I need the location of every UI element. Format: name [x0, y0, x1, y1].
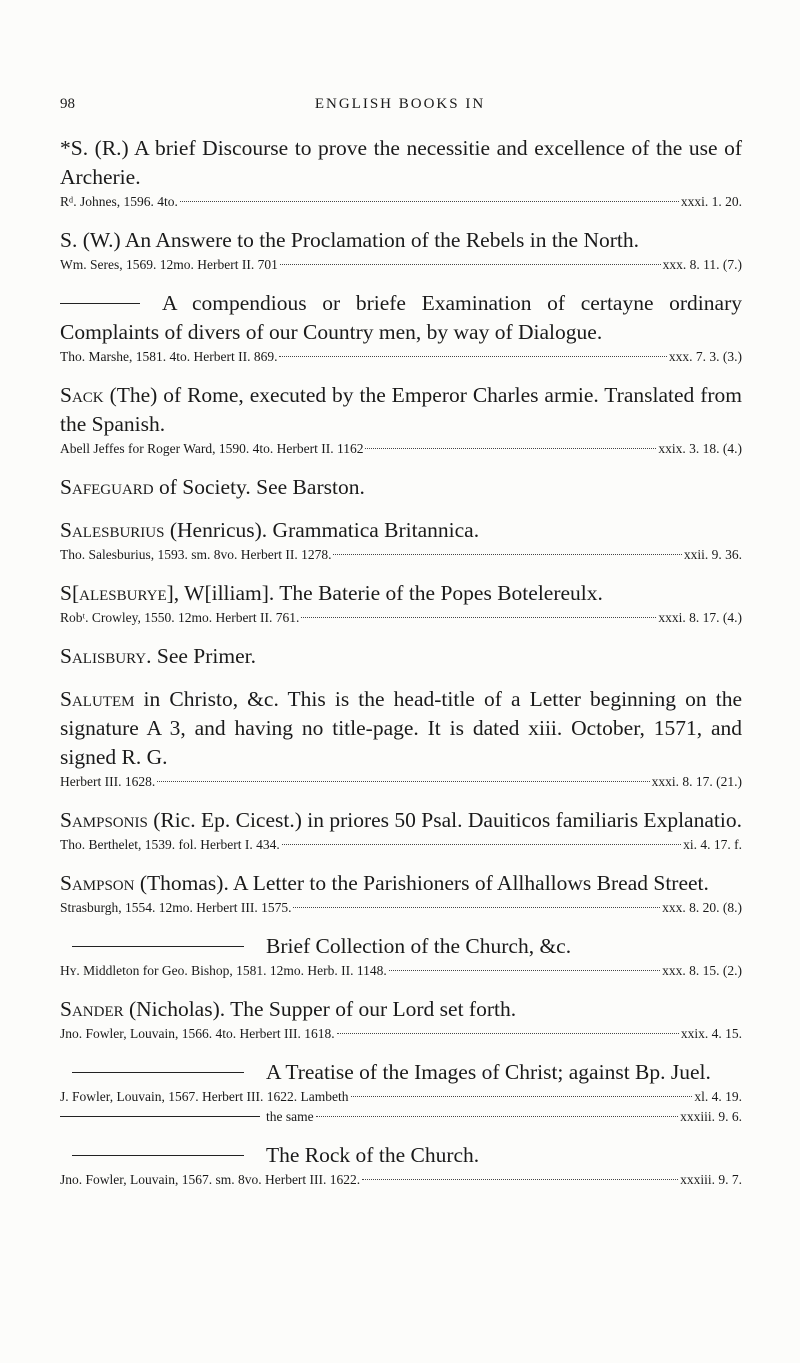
ditto-rule	[60, 1116, 260, 1117]
entry-heading: Sampsonis	[60, 808, 148, 832]
entry-title-text: (Ric. Ep. Cicest.) in priores 50 Psal. Dauiticos familiaris Explanatio.	[147, 808, 742, 832]
leader-dots	[279, 356, 666, 357]
shelf-reference: xxxi. 1. 20.	[680, 194, 742, 209]
imprint-text: Rᵈ. Johnes, 1596. 4to.	[60, 194, 178, 209]
imprint-text: Jno. Fowler, Louvain, 1566. 4to. Herbert III. 1618.	[60, 1026, 335, 1041]
entry-imprint	[60, 772, 742, 792]
entry-imprint	[60, 961, 742, 981]
leader-dots	[293, 907, 660, 908]
entry-title-text: , W[illiam]. The Baterie of the Popes Botelereulx.	[173, 581, 603, 605]
shelf-reference: xxxiii. 9. 6.	[680, 1109, 742, 1124]
shelf-reference: xxix. 4. 15.	[680, 1026, 742, 1041]
imprint-text: Tho. Berthelet, 1539. fol. Herbert I. 434.	[60, 837, 280, 852]
entry-title	[60, 995, 742, 1024]
page-number: 98	[60, 96, 75, 112]
entry	[60, 642, 742, 671]
ditto-rule	[72, 946, 244, 947]
imprint-text: Herbert III. 1628.	[60, 774, 156, 789]
entry-title	[60, 806, 742, 835]
entry-heading: Salutem	[60, 687, 135, 711]
entry-title-text: in Christo, &c. This is the head-title of a Letter beginning on the signature A 3, and having no title-page. It is dated xiii. October, 1571, and signed R. G.	[60, 687, 742, 769]
entry-imprint	[60, 1107, 742, 1127]
entry	[60, 516, 742, 565]
shelf-reference: xxxi. 8. 17. (21.)	[651, 774, 742, 789]
shelf-reference: xxxi. 8. 17. (4.)	[658, 610, 742, 625]
imprint-text: the same	[266, 1109, 314, 1124]
entry-title-text: of Society. See Barston.	[153, 475, 365, 499]
leader-dots	[365, 448, 656, 449]
entry	[60, 1141, 742, 1190]
ditto-rule	[72, 1155, 244, 1156]
entry-title	[60, 642, 742, 671]
entry	[60, 1058, 742, 1127]
entry-imprint	[60, 608, 742, 628]
entry-heading: Sack	[60, 383, 104, 407]
entry-title	[60, 289, 742, 347]
entry-heading: Safeguard	[60, 475, 154, 499]
entry	[60, 995, 742, 1044]
shelf-reference: xxx. 8. 11. (7.)	[662, 257, 742, 272]
leader-dots	[337, 1033, 679, 1034]
entry	[60, 806, 742, 855]
entry-imprint	[60, 347, 742, 367]
imprint-text: Tho. Marshe, 1581. 4to. Herbert II. 869.	[60, 349, 278, 364]
entry-title	[60, 1141, 742, 1170]
entry-title-text: (The) of Rome, executed by the Emperor Charles armie. Translated from the Spanish.	[60, 383, 742, 436]
entry-heading: S[alesburye]	[60, 581, 174, 605]
imprint-text: Abell Jeffes for Roger Ward, 1590. 4to. Herbert II. 1162	[60, 441, 364, 456]
entry-imprint	[60, 192, 742, 212]
entry-heading: Sander	[60, 997, 124, 1021]
leader-dots	[333, 554, 681, 555]
shelf-reference: xxxiii. 9. 7.	[680, 1172, 742, 1187]
shelf-reference: xxx. 8. 20. (8.)	[662, 900, 742, 915]
entry-heading: Salesburius	[60, 518, 165, 542]
shelf-reference: xi. 4. 17. f.	[683, 837, 742, 852]
entry	[60, 226, 742, 275]
entry-title	[60, 869, 742, 898]
entry	[60, 473, 742, 502]
entry-title-text: (Thomas). A Letter to the Parishioners of Allhallows Bread Street.	[134, 871, 709, 895]
entry-imprint	[60, 1170, 742, 1190]
entry-title-text: A Treatise of the Images of Christ; against Bp. Juel.	[266, 1060, 711, 1084]
leader-dots	[280, 264, 661, 265]
entry-imprint	[60, 898, 742, 918]
imprint-text: Tho. Salesburius, 1593. sm. 8vo. Herbert II. 1278.	[60, 547, 332, 562]
imprint-text: Jno. Fowler, Louvain, 1567. sm. 8vo. Herbert III. 1622.	[60, 1172, 361, 1187]
entry-title: *S. (R.) A brief Discourse to prove the necessitie and excellence of the use of Archerie.	[60, 136, 742, 189]
imprint-text: Robᵗ. Crowley, 1550. 12mo. Herbert II. 761.	[60, 610, 300, 625]
entry-imprint	[60, 1024, 742, 1044]
shelf-reference: xxx. 7. 3. (3.)	[668, 349, 742, 364]
entry-title	[60, 579, 742, 608]
shelf-reference: xxx. 8. 15. (2.)	[662, 963, 742, 978]
entry-heading: Sampson	[60, 871, 135, 895]
leader-dots	[157, 781, 649, 782]
running-head: ENGLISH BOOKS IN	[314, 96, 486, 112]
ditto-rule	[72, 1072, 244, 1073]
leader-dots	[389, 970, 660, 971]
entry-title-text: (Henricus). Grammatica Britannica.	[164, 518, 480, 542]
entry-title	[60, 685, 742, 772]
entry-imprint	[60, 835, 742, 855]
entry	[60, 685, 742, 792]
entry-title-text: . See Primer.	[146, 644, 257, 668]
entry	[60, 381, 742, 459]
entry	[60, 579, 742, 628]
entry-imprint	[60, 439, 742, 459]
entry-title	[60, 516, 742, 545]
entry-imprint	[60, 545, 742, 565]
leader-dots	[316, 1116, 679, 1117]
entry-title-text: A compendious or briefe Examination of certayne ordinary Complaints of divers of our Country men, by way of Dialogue.	[60, 291, 742, 344]
catalogue-entries	[60, 134, 742, 1204]
shelf-reference: xxii. 9. 36.	[683, 547, 742, 562]
imprint-text: Wm. Seres, 1569. 12mo. Herbert II. 701	[60, 257, 278, 272]
entry-title-text: Brief Collection of the Church, &c.	[266, 934, 572, 958]
leader-dots	[301, 617, 656, 618]
entry-title	[60, 473, 742, 502]
leader-dots	[180, 201, 679, 202]
page-header	[0, 96, 800, 118]
imprint-text: J. Fowler, Louvain, 1567. Herbert III. 1622. Lambeth	[60, 1089, 349, 1104]
entry-title: S. (W.) An Answere to the Proclamation of the Rebels in the North.	[60, 228, 640, 252]
entry-imprint	[60, 255, 742, 275]
entry-heading: Salisbury	[60, 644, 147, 668]
imprint-text: Strasburgh, 1554. 12mo. Herbert III. 1575.	[60, 900, 292, 915]
leader-dots	[362, 1179, 678, 1180]
shelf-reference: xxix. 3. 18. (4.)	[658, 441, 742, 456]
entry	[60, 869, 742, 918]
entry-title	[60, 1058, 742, 1087]
entry-title	[60, 381, 742, 439]
entry	[60, 134, 742, 212]
entry-title-text: The Rock of the Church.	[266, 1143, 480, 1167]
entry-title-text: (Nicholas). The Supper of our Lord set forth.	[123, 997, 517, 1021]
leader-dots	[351, 1096, 693, 1097]
imprint-text: Hʏ. Middleton for Geo. Bishop, 1581. 12mo. Herb. II. 1148.	[60, 963, 387, 978]
entry	[60, 932, 742, 981]
shelf-reference: xl. 4. 19.	[694, 1089, 742, 1104]
ditto-rule	[60, 303, 140, 304]
leader-dots	[282, 844, 681, 845]
entry	[60, 289, 742, 367]
entry-title	[60, 932, 742, 961]
entry-imprint	[60, 1087, 742, 1107]
